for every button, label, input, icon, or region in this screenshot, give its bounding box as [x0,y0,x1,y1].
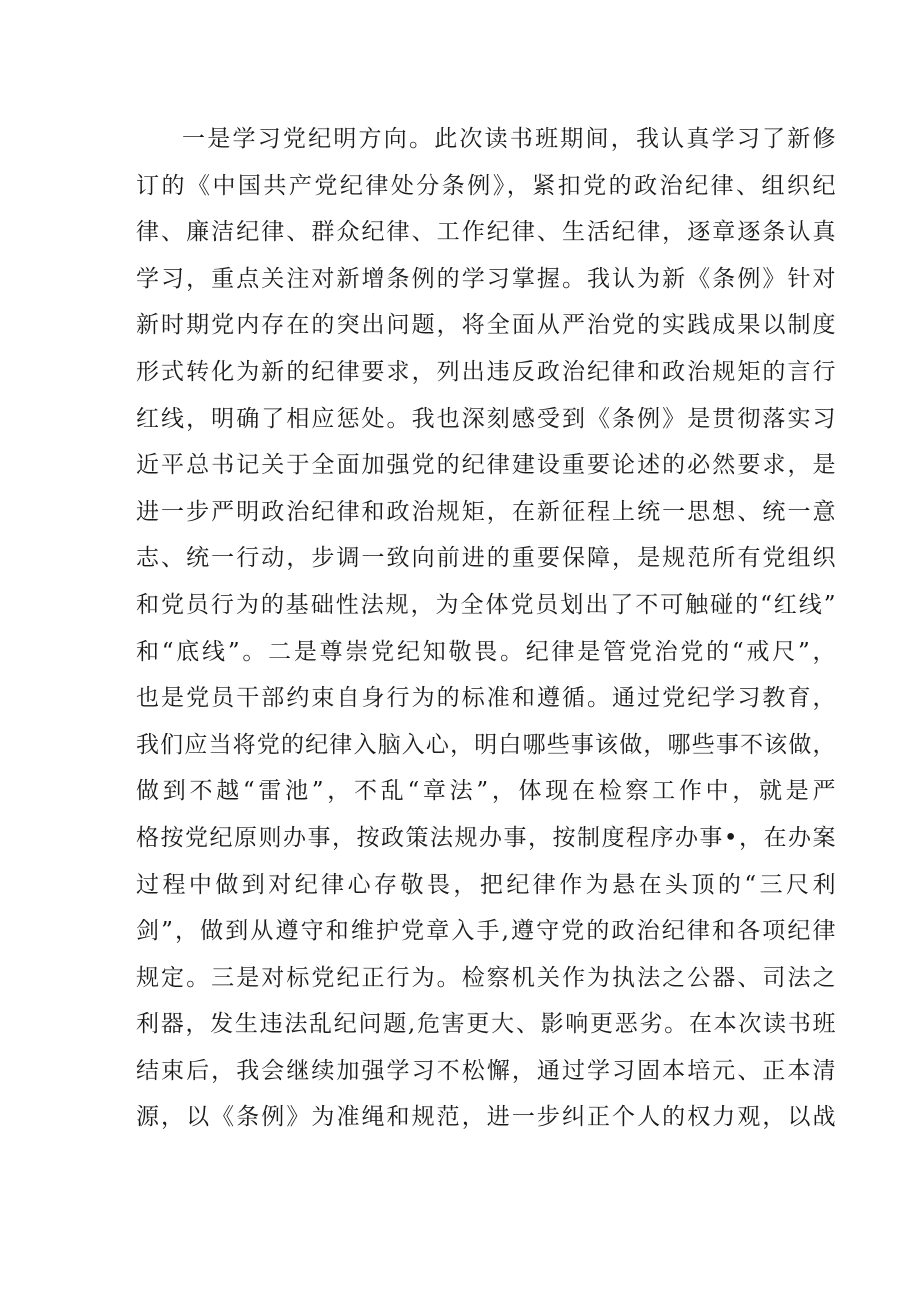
text-line: 也是党员干部约束自身行为的标准和遵循。通过党纪学习教育， [136,685,836,712]
text-line: 和“底线”。二是尊崇党纪知敬畏。纪律是管党治党的“戒尺”， [136,638,836,665]
text-line: 形式转化为新的纪律要求，列出违反政治纪律和政治规矩的言行 [136,358,836,385]
text-line: 结束后，我会继续加强学习不松懈，通过学习固本培元、正本清 [136,1057,836,1084]
text-line: 过程中做到对纪律心存敬畏，把纪律作为悬在头顶的“三尺利 [136,871,836,898]
text-line: 订的《中国共产党纪律处分条例》，紧扣党的政治纪律、组织纪 [136,172,836,199]
text-line: 新时期党内存在的突出问题，将全面从严治党的实践成果以制度 [136,312,836,339]
text-line: 我们应当将党的纪律入脑入心，明白哪些事该做，哪些事不该做， [136,731,836,758]
text-line: 格按党纪原则办事，按政策法规办事，按制度程序办事•，在办案 [136,824,836,851]
text-line: 律、廉洁纪律、群众纪律、工作纪律、生活纪律，逐章逐条认真 [136,219,836,246]
body-text [136,116,836,1141]
text-line: 规定。三是对标党纪正行为。检察机关作为执法之公器、司法之 [136,964,836,991]
text-line: 学习，重点关注对新增条例的学习掌握。我认为新《条例》针对 [136,265,836,292]
text-line: 利器，发生违法乱纪问题,危害更大、影响更恶劣。在本次读书班 [136,1011,836,1038]
text-line: 志、统一行动，步调一致向前进的重要保障，是规范所有党组织 [136,545,836,572]
text-line: 源，以《条例》为准绳和规范，进一步纠正个人的权力观，以战 [136,1104,836,1131]
text-line: 近平总书记关于全面加强党的纪律建设重要论述的必然要求，是 [136,452,836,479]
text-line: 做到不越“雷池”，不乱“章法”，体现在检察工作中，就是严 [136,778,836,805]
text-line: 和党员行为的基础性法规，为全体党员划出了不可触碰的“红线” [136,591,836,618]
text-line: 红线，明确了相应惩处。我也深刻感受到《条例》是贯彻落实习 [136,405,836,432]
text-line: 进一步严明政治纪律和政治规矩，在新征程上统一思想、统一意 [136,498,836,525]
text-line: 剑”，做到从遵守和维护党章入手,遵守党的政治纪律和各项纪律 [136,918,836,945]
text-line: 一是学习党纪明方向。此次读书班期间，我认真学习了新修 [182,126,836,152]
